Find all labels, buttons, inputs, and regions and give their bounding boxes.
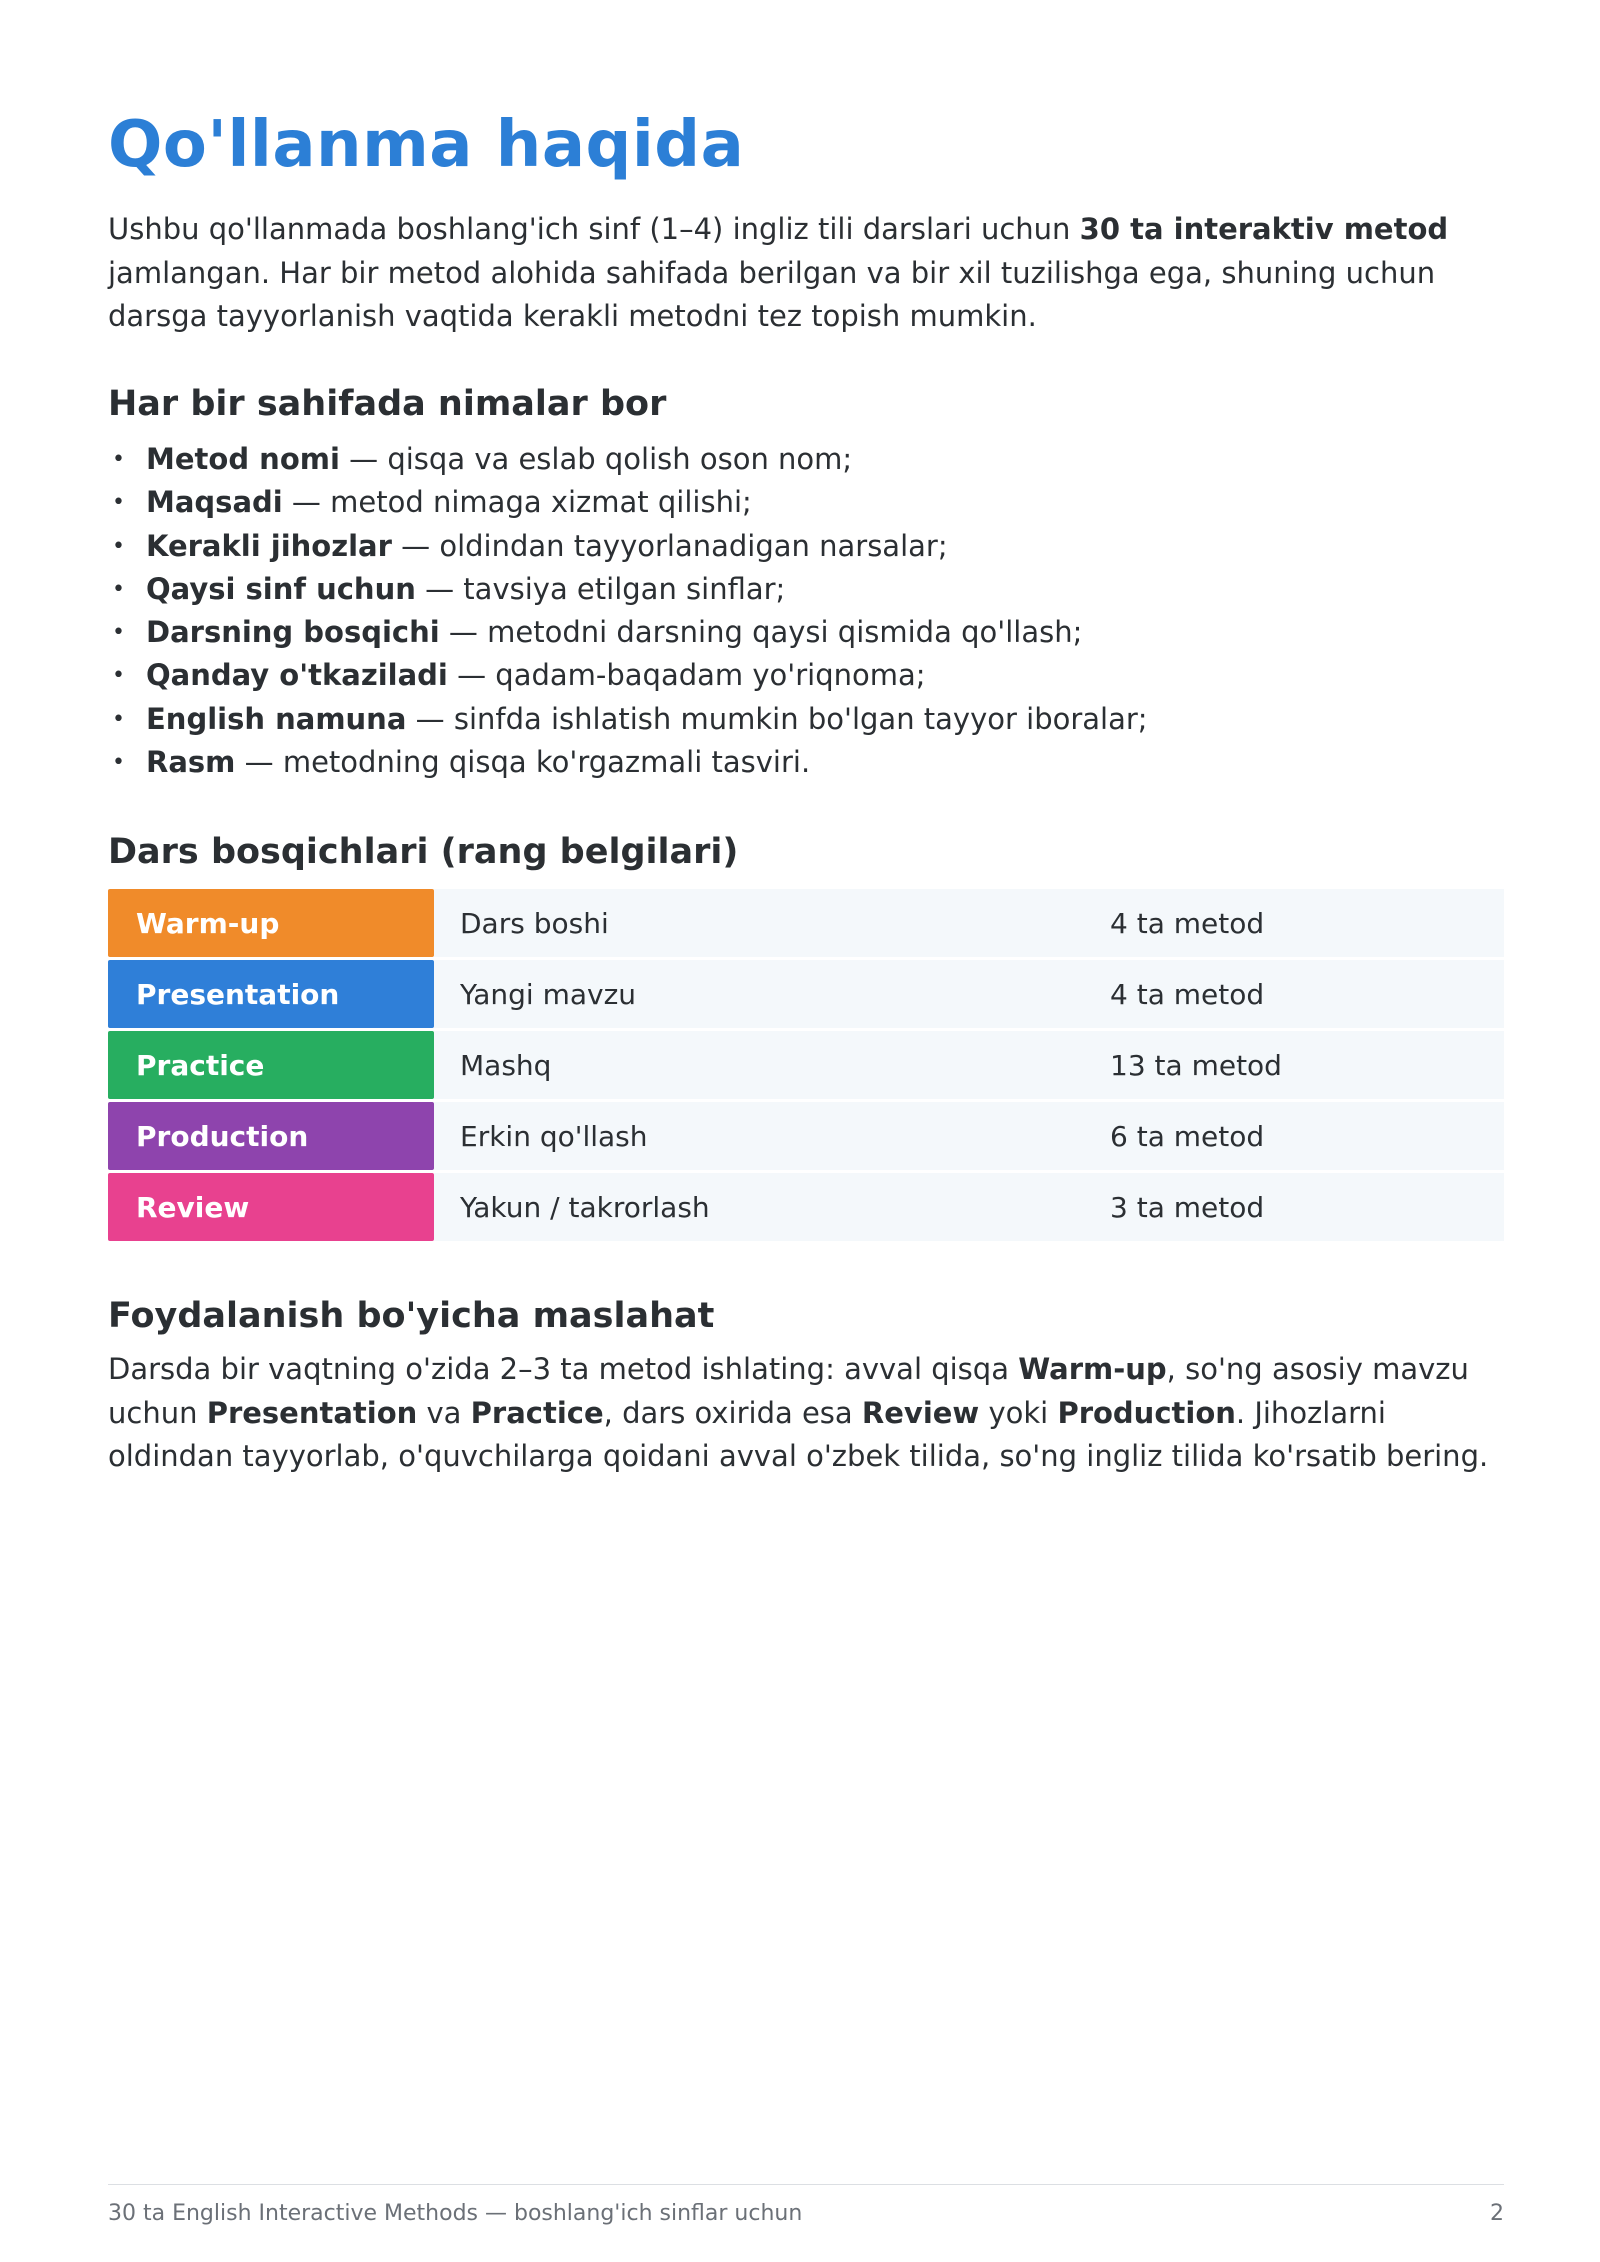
list-item bbox=[108, 698, 1148, 741]
table-row bbox=[108, 889, 1504, 957]
tips-bold: Production bbox=[1057, 1395, 1236, 1430]
tips-bold: Presentation bbox=[206, 1395, 418, 1430]
tips-bold: Warm-up bbox=[1018, 1352, 1167, 1386]
page-title: Qo'llanma haqida bbox=[108, 108, 745, 182]
stage-tag: Review bbox=[108, 1173, 434, 1241]
feature-term: Qaysi sinf uchun bbox=[146, 571, 416, 606]
tips-bold: Practice bbox=[470, 1395, 604, 1430]
bullet-icon: • bbox=[112, 706, 125, 732]
feature-desc: — metodning qisqa ko'rgazmali tasviri. bbox=[235, 745, 811, 780]
features-list bbox=[108, 438, 1148, 784]
table-row bbox=[108, 960, 1504, 1028]
feature-term: Rasm bbox=[146, 745, 236, 780]
feature-term: Darsning bosqichi bbox=[146, 615, 440, 650]
list-item bbox=[108, 481, 1148, 524]
tips-bold: Review bbox=[861, 1395, 980, 1430]
bullet-icon: • bbox=[112, 533, 125, 559]
stage-tag: Practice bbox=[108, 1031, 434, 1099]
bullet-icon: • bbox=[112, 620, 125, 646]
bullet-icon: • bbox=[112, 490, 125, 516]
list-item bbox=[108, 525, 1148, 568]
bullet-icon: • bbox=[112, 447, 125, 472]
stages-heading: Dars bosqichlari (rang belgilari) bbox=[108, 832, 739, 872]
list-item bbox=[108, 741, 1148, 784]
tips-text: , dars oxirida esa bbox=[603, 1395, 862, 1430]
stage-count: 3 ta metod bbox=[1110, 1173, 1504, 1241]
table-row bbox=[108, 1031, 1504, 1099]
table-row bbox=[108, 1102, 1504, 1170]
feature-desc: — sinfda ishlatish mumkin bo'lgan tayyor iboralar; bbox=[406, 701, 1148, 736]
stage-desc: Yangi mavzu bbox=[434, 960, 1110, 1028]
list-item bbox=[108, 438, 1148, 481]
bullet-icon: • bbox=[112, 663, 125, 689]
list-item bbox=[108, 654, 1148, 697]
stage-tag: Warm-up bbox=[108, 889, 434, 957]
stage-count: 6 ta metod bbox=[1110, 1102, 1504, 1170]
feature-desc: — oldindan tayyorlanadigan narsalar; bbox=[391, 528, 948, 563]
stage-count: 4 ta metod bbox=[1110, 889, 1504, 957]
feature-desc: — metod nimaga xizmat qilishi; bbox=[282, 485, 752, 520]
stage-desc: Dars boshi bbox=[434, 889, 1110, 957]
tips-text: yoki bbox=[979, 1395, 1058, 1430]
footer-title: 30 ta English Interactive Methods — boshlang'ich sinflar uchun bbox=[108, 2201, 803, 2226]
stages-table bbox=[108, 886, 1504, 1244]
feature-desc: — qadam-baqadam yo'riqnoma; bbox=[447, 658, 926, 693]
bullet-icon: • bbox=[112, 750, 125, 776]
feature-term: Maqsadi bbox=[146, 485, 283, 520]
stage-count: 13 ta metod bbox=[1110, 1031, 1504, 1099]
page-footer bbox=[108, 2184, 1504, 2226]
features-heading: Har bir sahifada nimalar bor bbox=[108, 384, 667, 424]
table-row bbox=[108, 1173, 1504, 1241]
stage-tag: Presentation bbox=[108, 960, 434, 1028]
intro-bold: 30 ta interaktiv metod bbox=[1079, 212, 1449, 246]
feature-term: Qanday o'tkaziladi bbox=[146, 658, 448, 693]
list-item bbox=[108, 568, 1148, 611]
stage-tag: Production bbox=[108, 1102, 434, 1170]
intro-text: jamlangan. Har bir metod alohida sahifada berilgan va bir xil tuzilishga ega, shuning uchun darsga tayyorlanish vaqtida kerakli metodni tez topish mumkin. bbox=[108, 255, 1436, 333]
tips-text: Darsda bir vaqtning o'zida 2–3 ta metod ishlating: avval qisqa bbox=[108, 1352, 1019, 1386]
tips-text: va bbox=[417, 1395, 471, 1430]
feature-term: Metod nomi bbox=[146, 442, 340, 476]
feature-term: English namuna bbox=[146, 701, 407, 736]
tips-text: . Jihozlarni oldindan tayyorlab, o'quvchilarga qoidani avval o'zbek tilida, so'ng ingliz tilida ko'rsatib bering. bbox=[108, 1395, 1489, 1473]
feature-desc: — metodni darsning qaysi qismida qo'llash; bbox=[439, 615, 1083, 650]
stage-desc: Yakun / takrorlash bbox=[434, 1173, 1110, 1241]
stage-desc: Erkin qo'llash bbox=[434, 1102, 1110, 1170]
page-number: 2 bbox=[1490, 2201, 1504, 2226]
list-item bbox=[108, 611, 1148, 654]
tips-heading: Foydalanish bo'yicha maslahat bbox=[108, 1296, 715, 1336]
bullet-icon: • bbox=[112, 576, 125, 602]
feature-desc: — qisqa va eslab qolish oson nom; bbox=[339, 442, 853, 476]
feature-term: Kerakli jihozlar bbox=[146, 528, 392, 563]
intro-text: Ushbu qo'llanmada boshlang'ich sinf (1–4) ingliz tili darslari uchun bbox=[108, 212, 1080, 246]
stage-desc: Mashq bbox=[434, 1031, 1110, 1099]
stage-count: 4 ta metod bbox=[1110, 960, 1504, 1028]
intro-paragraph bbox=[108, 208, 1504, 339]
tips-text: , so'ng asosiy mavzu uchun bbox=[108, 1352, 1469, 1430]
tips-paragraph bbox=[108, 1348, 1504, 1479]
feature-desc: — tavsiya etilgan sinflar; bbox=[415, 571, 786, 606]
